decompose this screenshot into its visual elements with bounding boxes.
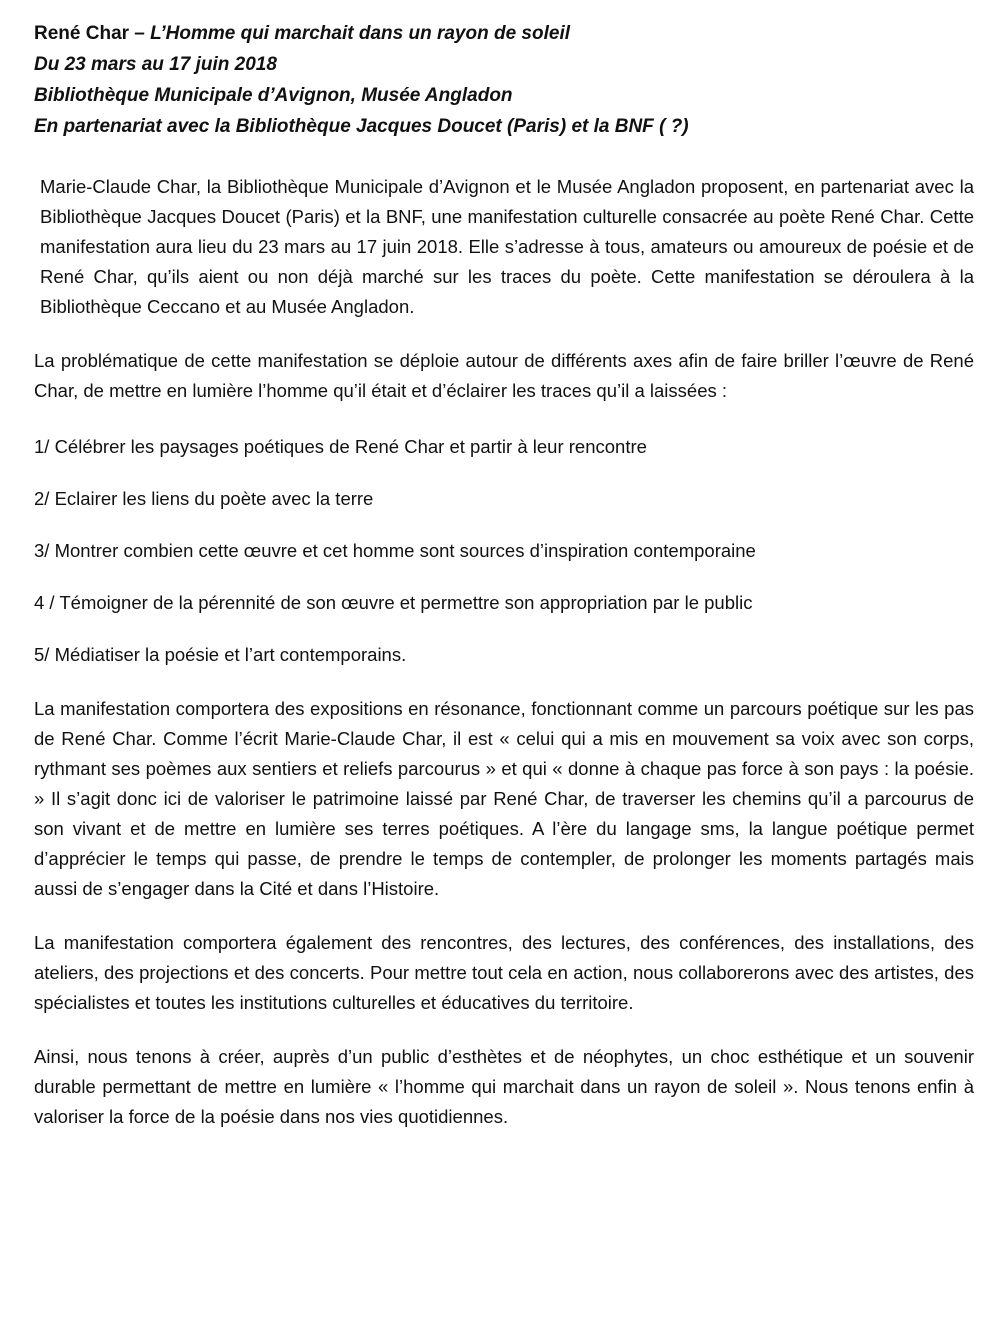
intro-paragraph: Marie-Claude Char, la Bibliothèque Municipale d’Avignon et le Musée Angladon proposent, en partenariat avec la Bibliothèque Jacques Doucet (Paris) et la BNF, une manifestation culturelle consacrée au poète René Char. Cette manifestation aura lieu du 23 mars au 17 juin 2018. Elle s’adresse à tous, amateurs ou amoureux de poésie et de René Char, qu’ils aient ou non déjà marché sur les traces du poète. Cette manifestation se déroulera à la Bibliothèque Ceccano et au Musée Angladon. bbox=[40, 176, 974, 317]
header-partnership: En partenariat avec la Bibliothèque Jacques Doucet (Paris) et la BNF ( ?) bbox=[34, 116, 689, 137]
header-venues: Bibliothèque Municipale d’Avignon, Musée Angladon bbox=[34, 85, 513, 106]
axes-intro-paragraph: La problématique de cette manifestation se déploie autour de différents axes afin de faire briller l’œuvre de René Char, de mettre en lumière l’homme qu’il était et d’éclairer les traces qu’il a laissées : bbox=[34, 350, 974, 401]
rencontres-paragraph: La manifestation comportera également des rencontres, des lectures, des conférences, des installations, des ateliers, des projections et des concerts. Pour mettre tout cela en action, nous collaborerons avec des artistes, des spécialistes et toutes les institutions culturelles et éducatives du territoire. bbox=[34, 932, 974, 1013]
axis-item: 5/ Médiatiser la poésie et l’art contemporains. bbox=[34, 644, 407, 665]
axis-item: 2/ Eclairer les liens du poète avec la terre bbox=[34, 488, 374, 509]
axis-item: 3/ Montrer combien cette œuvre et cet homme sont sources d’inspiration contemporaine bbox=[34, 540, 756, 561]
axes-list bbox=[34, 432, 974, 670]
conclusion-paragraph: Ainsi, nous tenons à créer, auprès d’un public d’esthètes et de néophytes, un choc esthétique et un souvenir durable permettant de mettre en lumière « l’homme qui marchait dans un rayon de soleil ». Nous tenons enfin à valoriser la force de la poésie dans nos vies quotidiennes. bbox=[34, 1046, 974, 1127]
axis-item: 1/ Célébrer les paysages poétiques de René Char et partir à leur rencontre bbox=[34, 436, 647, 457]
header-work-title: L’Homme qui marchait dans un rayon de soleil bbox=[150, 23, 571, 44]
expositions-paragraph: La manifestation comportera des expositions en résonance, fonctionnant comme un parcours poétique sur les pas de René Char. Comme l’écrit Marie-Claude Char, il est « celui qui a mis en mouvement sa voix avec son corps, rythmant ses poèmes aux sentiers et reliefs parcourus » et qui « donne à chaque pas force à son pays : la poésie. » Il s’agit donc ici de valoriser le patrimoine laissé par René Char, de traverser les chemins qu’il a parcourus de son vivant et de mettre en lumière ses terres poétiques. A l’ère du langage sms, la langue poétique permet d’apprécier le temps qui passe, de prendre le temps de contempler, de prolonger les moments partagés mais aussi de s’engager dans la Cité et dans l’Histoire. bbox=[34, 698, 974, 899]
axis-item: 4 / Témoigner de la pérennité de son œuvre et permettre son appropriation par le public bbox=[34, 592, 753, 613]
document-header bbox=[34, 18, 974, 142]
header-author: René Char – bbox=[34, 23, 151, 44]
document-page bbox=[34, 18, 974, 1132]
header-dates: Du 23 mars au 17 juin 2018 bbox=[34, 54, 277, 75]
header-title bbox=[34, 18, 974, 49]
